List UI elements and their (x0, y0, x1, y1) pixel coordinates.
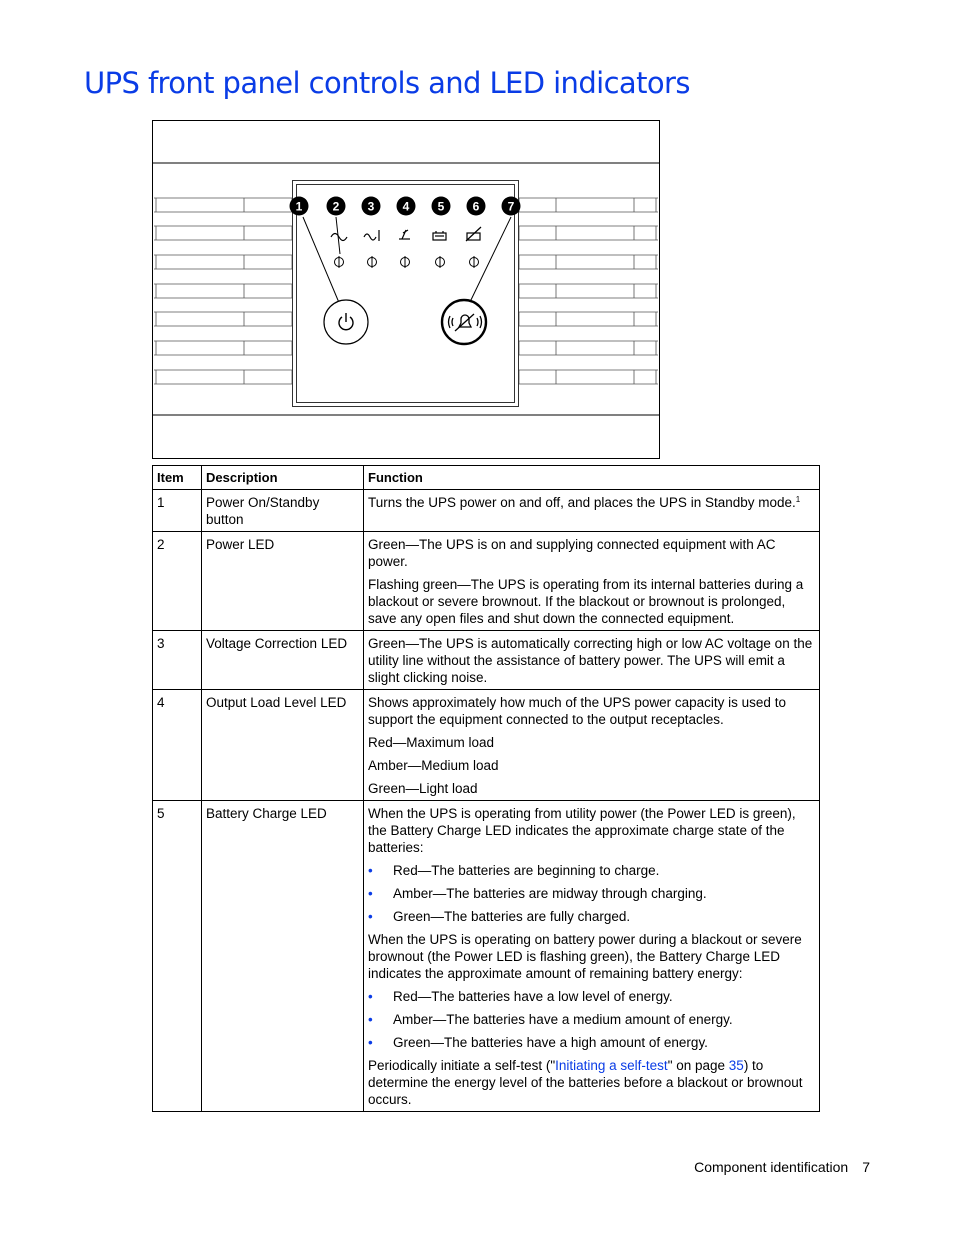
self-test-link[interactable]: Initiating a self-test (555, 1058, 668, 1073)
cell-function (364, 532, 820, 631)
function-paragraph: When the UPS is operating on battery power during a blackout or severe brownout (the Power LED is flashing green), the Battery Charge LED indicates the approximate amount of remaining battery energy: (368, 932, 802, 981)
function-paragraph: Green—The UPS is automatically correcting high or low AC voltage on the utility line without the assistance of battery power. The UPS will emit a slight clicking noise. (368, 636, 813, 685)
function-paragraph: Red—Maximum load (368, 735, 495, 750)
bullet-list (368, 862, 815, 925)
ups-front-panel-diagram (152, 120, 660, 459)
table-header-row (153, 466, 820, 490)
function-paragraph: Green—Light load (368, 781, 478, 796)
function-paragraph: Green—The UPS is on and supplying connected equipment with AC power. (368, 537, 776, 569)
table-row (153, 490, 820, 532)
list-item: • Red—The batteries have a low level of energy. (368, 988, 815, 1005)
callout-number-3: 3 (367, 199, 375, 214)
cell-item: 4 (153, 690, 202, 801)
led-indicator-table (152, 465, 820, 1112)
callout-number-5: 5 (437, 199, 445, 214)
table-row (153, 532, 820, 631)
header-function: Function (364, 466, 820, 490)
cell-item: 1 (153, 490, 202, 532)
callout-number-6: 6 (472, 199, 480, 214)
cell-description: Output Load Level LED (202, 690, 364, 801)
power-button (324, 300, 368, 344)
text-fragment: Periodically initiate a self-test (" (368, 1058, 556, 1073)
callout-number-7: 7 (507, 199, 515, 214)
page-link[interactable]: 35 (728, 1058, 744, 1073)
list-item: • Green—The batteries have a high amount of energy. (368, 1034, 815, 1051)
control-module-inner (297, 185, 515, 403)
page-number: 7 (862, 1159, 870, 1175)
ups-front-panel-figure (152, 120, 660, 459)
list-item: • Green—The batteries are fully charged. (368, 908, 815, 925)
callout-number-1: 1 (295, 199, 303, 214)
cell-function (364, 631, 820, 690)
footer-section: Component identification (694, 1159, 849, 1175)
bullet-list (368, 988, 815, 1051)
function-paragraph (368, 1057, 815, 1108)
cell-function (364, 690, 820, 801)
cell-description: Battery Charge LED (202, 801, 364, 1112)
list-item: • Red—The batteries are beginning to charge. (368, 862, 815, 879)
function-paragraph: Amber—Medium load (368, 758, 499, 773)
table-row (153, 801, 820, 1112)
header-description: Description (202, 466, 364, 490)
text-fragment: " on page (667, 1058, 729, 1073)
function-paragraph: When the UPS is operating from utility power (the Power LED is green), the Battery Charge LED indicates the approximate charge state of the batteries: (368, 806, 796, 855)
header-item: Item (153, 466, 202, 490)
callout-number-4: 4 (402, 199, 410, 214)
cell-description: Voltage Correction LED (202, 631, 364, 690)
list-item: • Amber—The batteries have a medium amount of energy. (368, 1011, 815, 1028)
text-fragment: ) to determine the energy level of the batteries before a blackout or brownout occurs. (368, 1058, 803, 1107)
page-title: UPS front panel controls and LED indicators (84, 66, 690, 100)
cell-item: 3 (153, 631, 202, 690)
mute-alarm-button (442, 300, 486, 344)
table-row (153, 631, 820, 690)
cell-item: 5 (153, 801, 202, 1112)
function-paragraph: Flashing green—The UPS is operating from its internal batteries during a blackout or severe brownout. If the blackout or brownout is prolonged, save any open files and shut down the connected equipment. (368, 577, 804, 626)
cell-description: Power LED (202, 532, 364, 631)
cell-description: Power On/Standby button (202, 490, 364, 532)
function-text: Turns the UPS power on and off, and places the UPS in Standby mode. (368, 495, 796, 510)
list-item: • Amber—The batteries are midway through charging. (368, 885, 815, 902)
callout-number-2: 2 (332, 199, 340, 214)
table-row (153, 690, 820, 801)
footnote-marker: 1 (795, 495, 801, 504)
cell-item: 2 (153, 532, 202, 631)
cell-function (364, 490, 820, 532)
cell-function (364, 801, 820, 1112)
function-paragraph: Shows approximately how much of the UPS power capacity is used to support the equipment connected to the output receptacles. (368, 695, 786, 727)
page-footer (694, 1159, 870, 1175)
